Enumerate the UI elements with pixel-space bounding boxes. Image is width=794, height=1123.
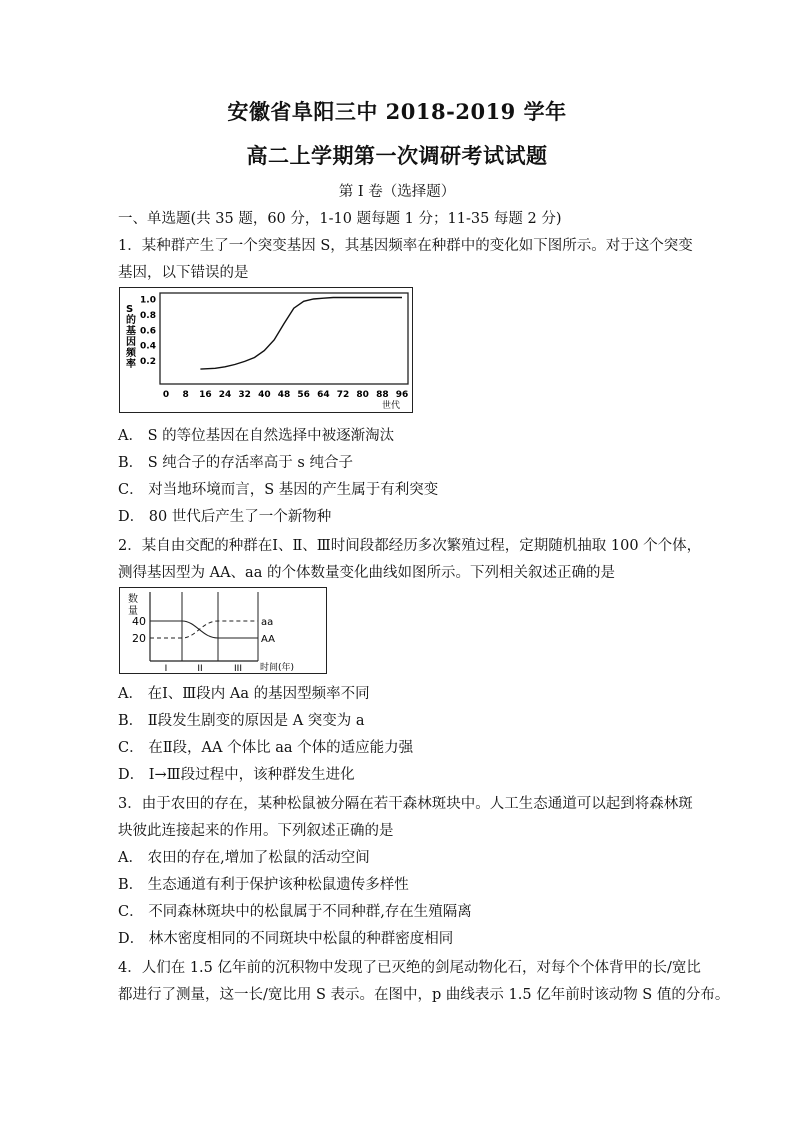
q1-chart-xtick-label: 0 — [162, 390, 170, 400]
q1-chart-xtick-label: 72 — [336, 390, 350, 400]
q3-option-d: D． 林木密度相同的不同斑块中松鼠的种群密度相同 — [118, 931, 454, 947]
q1-chart-ytick-label: 0.6 — [140, 326, 156, 337]
exam-title-line2: 高二上学期第一次调研考试试题 — [246, 143, 548, 168]
q2-chart-yticks — [132, 615, 146, 645]
q2-chart-period-labels — [165, 664, 242, 673]
q1-option-b: B． S 纯合子的存活率高于 s 纯合子 — [118, 455, 353, 471]
q1-chart-xtick-label: 88 — [376, 390, 389, 400]
q1-chart-xticks — [163, 390, 408, 400]
q3-stem-line1: 3．由于农田的存在，某种松鼠被分隔在若干森林斑块中。人工生态通道可以起到将森林斑 — [118, 796, 693, 812]
q3-option-b: B． 生态通道有利于保护该种松鼠遗传多样性 — [118, 877, 409, 893]
q1-chart-plot-frame — [160, 293, 408, 384]
q2-stem-line2: 测得基因型为 AA、aa 的个体数量变化曲线如图所示。下列相关叙述正确的是 — [118, 565, 615, 581]
q1-chart-xlabel: 世代 — [382, 401, 401, 411]
q1-chart-yticks — [140, 296, 156, 368]
q1-chart-xtick-label: 16 — [199, 390, 212, 400]
q3-stem-line2: 块彼此连接起来的作用。下列叙述正确的是 — [118, 823, 394, 839]
q3-option-a: A． 农田的存在,增加了松鼠的活动空间 — [118, 850, 370, 866]
q1-chart-ylabel: S 的基因频率 — [126, 304, 136, 370]
q4-stem-line1: 4．人们在 1.5 亿年前的沉积物中发现了已灭绝的剑尾动物化石，对每个个体背甲的长/宽比 — [118, 960, 701, 976]
q2-chart-legend-AA: AA — [261, 634, 275, 645]
q1-option-c: C． 对当地环境而言，S 基因的产生属于有利突变 — [118, 482, 439, 498]
q1-chart-xtick-label: 40 — [258, 390, 271, 400]
q1-chart — [120, 288, 412, 412]
q4-stem-line2: 都进行了测量，这一长/宽比用 S 表示。在图中，p 曲线表示 1.5 亿年前时该动物 S 值的分布。 — [118, 987, 730, 1003]
q1-option-d: D． 80 世代后产生了一个新物种 — [118, 509, 332, 525]
q2-chart-legend-aa: aa — [261, 617, 274, 628]
q2-option-a: A． 在Ⅰ、Ⅲ段内 Aa 的基因型频率不同 — [118, 686, 370, 702]
q2-chart-series-AA — [150, 621, 258, 638]
q2-chart-xlabel: 时间(年) — [260, 663, 295, 673]
q1-chart-ytick-label: 1.0 — [140, 295, 156, 306]
q2-option-d: D． Ⅰ→Ⅲ段过程中，该种群发生进化 — [118, 767, 355, 783]
q1-chart-series-line — [200, 298, 402, 370]
q1-chart-ytick-label: 0.4 — [140, 341, 156, 352]
q2-chart-ylabel — [128, 592, 138, 617]
q1-chart-xtick-label: 96 — [395, 390, 409, 400]
q1-option-a: A． S 的等位基因在自然选择中被逐渐淘汰 — [118, 428, 395, 444]
q2-stem-line1: 2．某自由交配的种群在Ⅰ、Ⅱ、Ⅲ时间段都经历多次繁殖过程，定期随机抽取 100 个个体， — [118, 538, 702, 554]
section-heading: 一、单选题(共 35 题，60 分，1-10 题每题 1 分；11-35 每题 2 分) — [118, 211, 562, 227]
q2-option-c: C． 在Ⅱ段，AA 个体比 aa 个体的适应能力强 — [118, 740, 414, 756]
q1-chart-ytick-label: 0.8 — [140, 310, 156, 321]
q1-chart-xtick-label: 24 — [218, 390, 232, 400]
q2-chart-ytick-label: 40 — [132, 615, 146, 628]
q2-figure — [119, 587, 327, 674]
q2-chart-ylabel-char2: 量 — [128, 606, 138, 617]
q1-figure — [119, 287, 413, 413]
q1-stem-line2: 基因，以下错误的是 — [118, 265, 249, 281]
q1-stem-line1: 1．某种群产生了一个突变基因 S，其基因频率在种群中的变化如下图所示。对于这个突变 — [118, 238, 693, 254]
q1-chart-xtick-label: 56 — [297, 390, 310, 400]
q1-chart-xtick-label: 80 — [356, 390, 369, 400]
exam-title-line1: 安徽省阜阳三中 2018-2019 学年 — [227, 99, 567, 124]
q2-chart-period-label: III — [234, 664, 242, 673]
q1-chart-xtick-label: 48 — [277, 390, 291, 400]
q2-chart-period-label: I — [164, 664, 168, 673]
q1-chart-xtick-label: 8 — [182, 390, 189, 400]
q1-chart-ytick-label: 0.2 — [140, 357, 156, 368]
q2-chart-ytick-label: 20 — [132, 632, 146, 645]
q1-chart-xtick-label: 64 — [317, 390, 330, 400]
q2-chart-period-label: II — [197, 664, 203, 673]
q2-chart — [120, 588, 326, 673]
q1-chart-xtick-label: 32 — [238, 390, 251, 400]
q2-chart-ylabel-char1: 数 — [128, 594, 138, 605]
q2-option-b: B． Ⅱ段发生剧变的原因是 A 突变为 a — [118, 713, 365, 729]
q2-chart-series-aa — [150, 621, 258, 638]
volume-label: 第 I 卷（选择题） — [338, 184, 456, 200]
q3-option-c: C． 不同森林斑块中的松鼠属于不同种群,存在生殖隔离 — [118, 904, 472, 920]
